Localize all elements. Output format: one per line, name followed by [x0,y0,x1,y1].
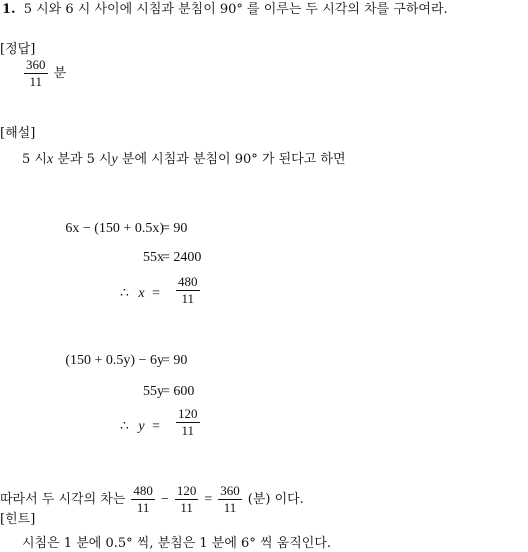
hint-header: [힌트] [0,512,36,527]
therefore-symbol: ∴ [120,286,129,301]
fraction-2-numerator: 120 [176,483,197,498]
eq1-line1-rhs: = 90 [162,221,188,236]
conclusion [0,484,304,515]
eq2-line1-lhs: (150 + 0.5y) − 6y [65,353,164,368]
eq1-line2-lhs: 55x [143,250,164,265]
variable-y: y [111,152,118,167]
answer-denominator: 11 [29,74,43,89]
variable-x: x [46,152,54,167]
intro-part-a: 5 시 [22,152,47,167]
problem-statement [2,2,448,18]
eq1-denominator: 11 [181,291,195,306]
intro-part-c: 분에 시침과 분침이 90° 가 된다고 하면 [117,152,346,167]
eq2-denominator: 11 [181,423,195,438]
eq2-line1-rhs: = 90 [162,353,188,368]
eq1-fraction-wrap [174,275,202,306]
problem-number: 1. [2,2,16,17]
answer-numerator: 360 [26,57,46,72]
conclusion-fraction-1 [131,484,155,515]
eq1-variable: x [138,286,145,301]
eq1-line2-rhs: = 2400 [162,250,202,265]
eq2-fraction [176,407,200,438]
eq2-variable: y [138,419,145,434]
answer-value [22,58,66,89]
fraction-3-numerator: 360 [220,483,240,498]
eq2-fraction-wrap [174,407,202,438]
answer-header: [정답] [0,42,36,57]
eq2-numerator: 120 [178,406,198,421]
solution-header: [해설] [0,126,36,141]
eq2-line2-lhs: 55y [143,384,164,399]
fraction-1-numerator: 480 [133,483,153,498]
conclusion-suffix: (분) 이다. [247,491,304,507]
hint-text: 시침은 1 분에 0.5° 씩, 분침은 1 분에 6° 씩 움직인다. [22,536,332,551]
conclusion-fraction-2 [175,484,199,515]
equals-sign: = [204,491,213,507]
fraction-2-denominator: 11 [180,500,193,515]
eq2-line3 [120,418,160,435]
eq1-equals: = [152,286,161,301]
eq2-equals: = [152,419,161,434]
eq1-fraction [176,275,200,306]
fraction-1-denominator: 11 [136,500,150,515]
answer-unit: 분 [53,66,67,81]
eq1-line1-lhs: 6x − (150 + 0.5x) [65,221,164,236]
minus-sign: − [160,491,169,507]
solution-intro [22,152,346,168]
eq1-numerator: 480 [178,274,198,289]
conclusion-prefix: 따라서 두 시각의 차는 [0,491,126,507]
intro-part-b: 분과 5 시 [53,152,112,167]
fraction-3-denominator: 11 [223,500,237,515]
problem-text: 5 시와 6 시 사이에 시침과 분침이 90° 를 이루는 두 시각의 차를 구하여라. [23,2,448,17]
answer-fraction [24,58,48,89]
eq2-line2-rhs: = 600 [162,384,195,399]
therefore-symbol: ∴ [120,419,129,434]
eq1-line3 [120,285,160,302]
conclusion-fraction-3 [218,484,242,515]
